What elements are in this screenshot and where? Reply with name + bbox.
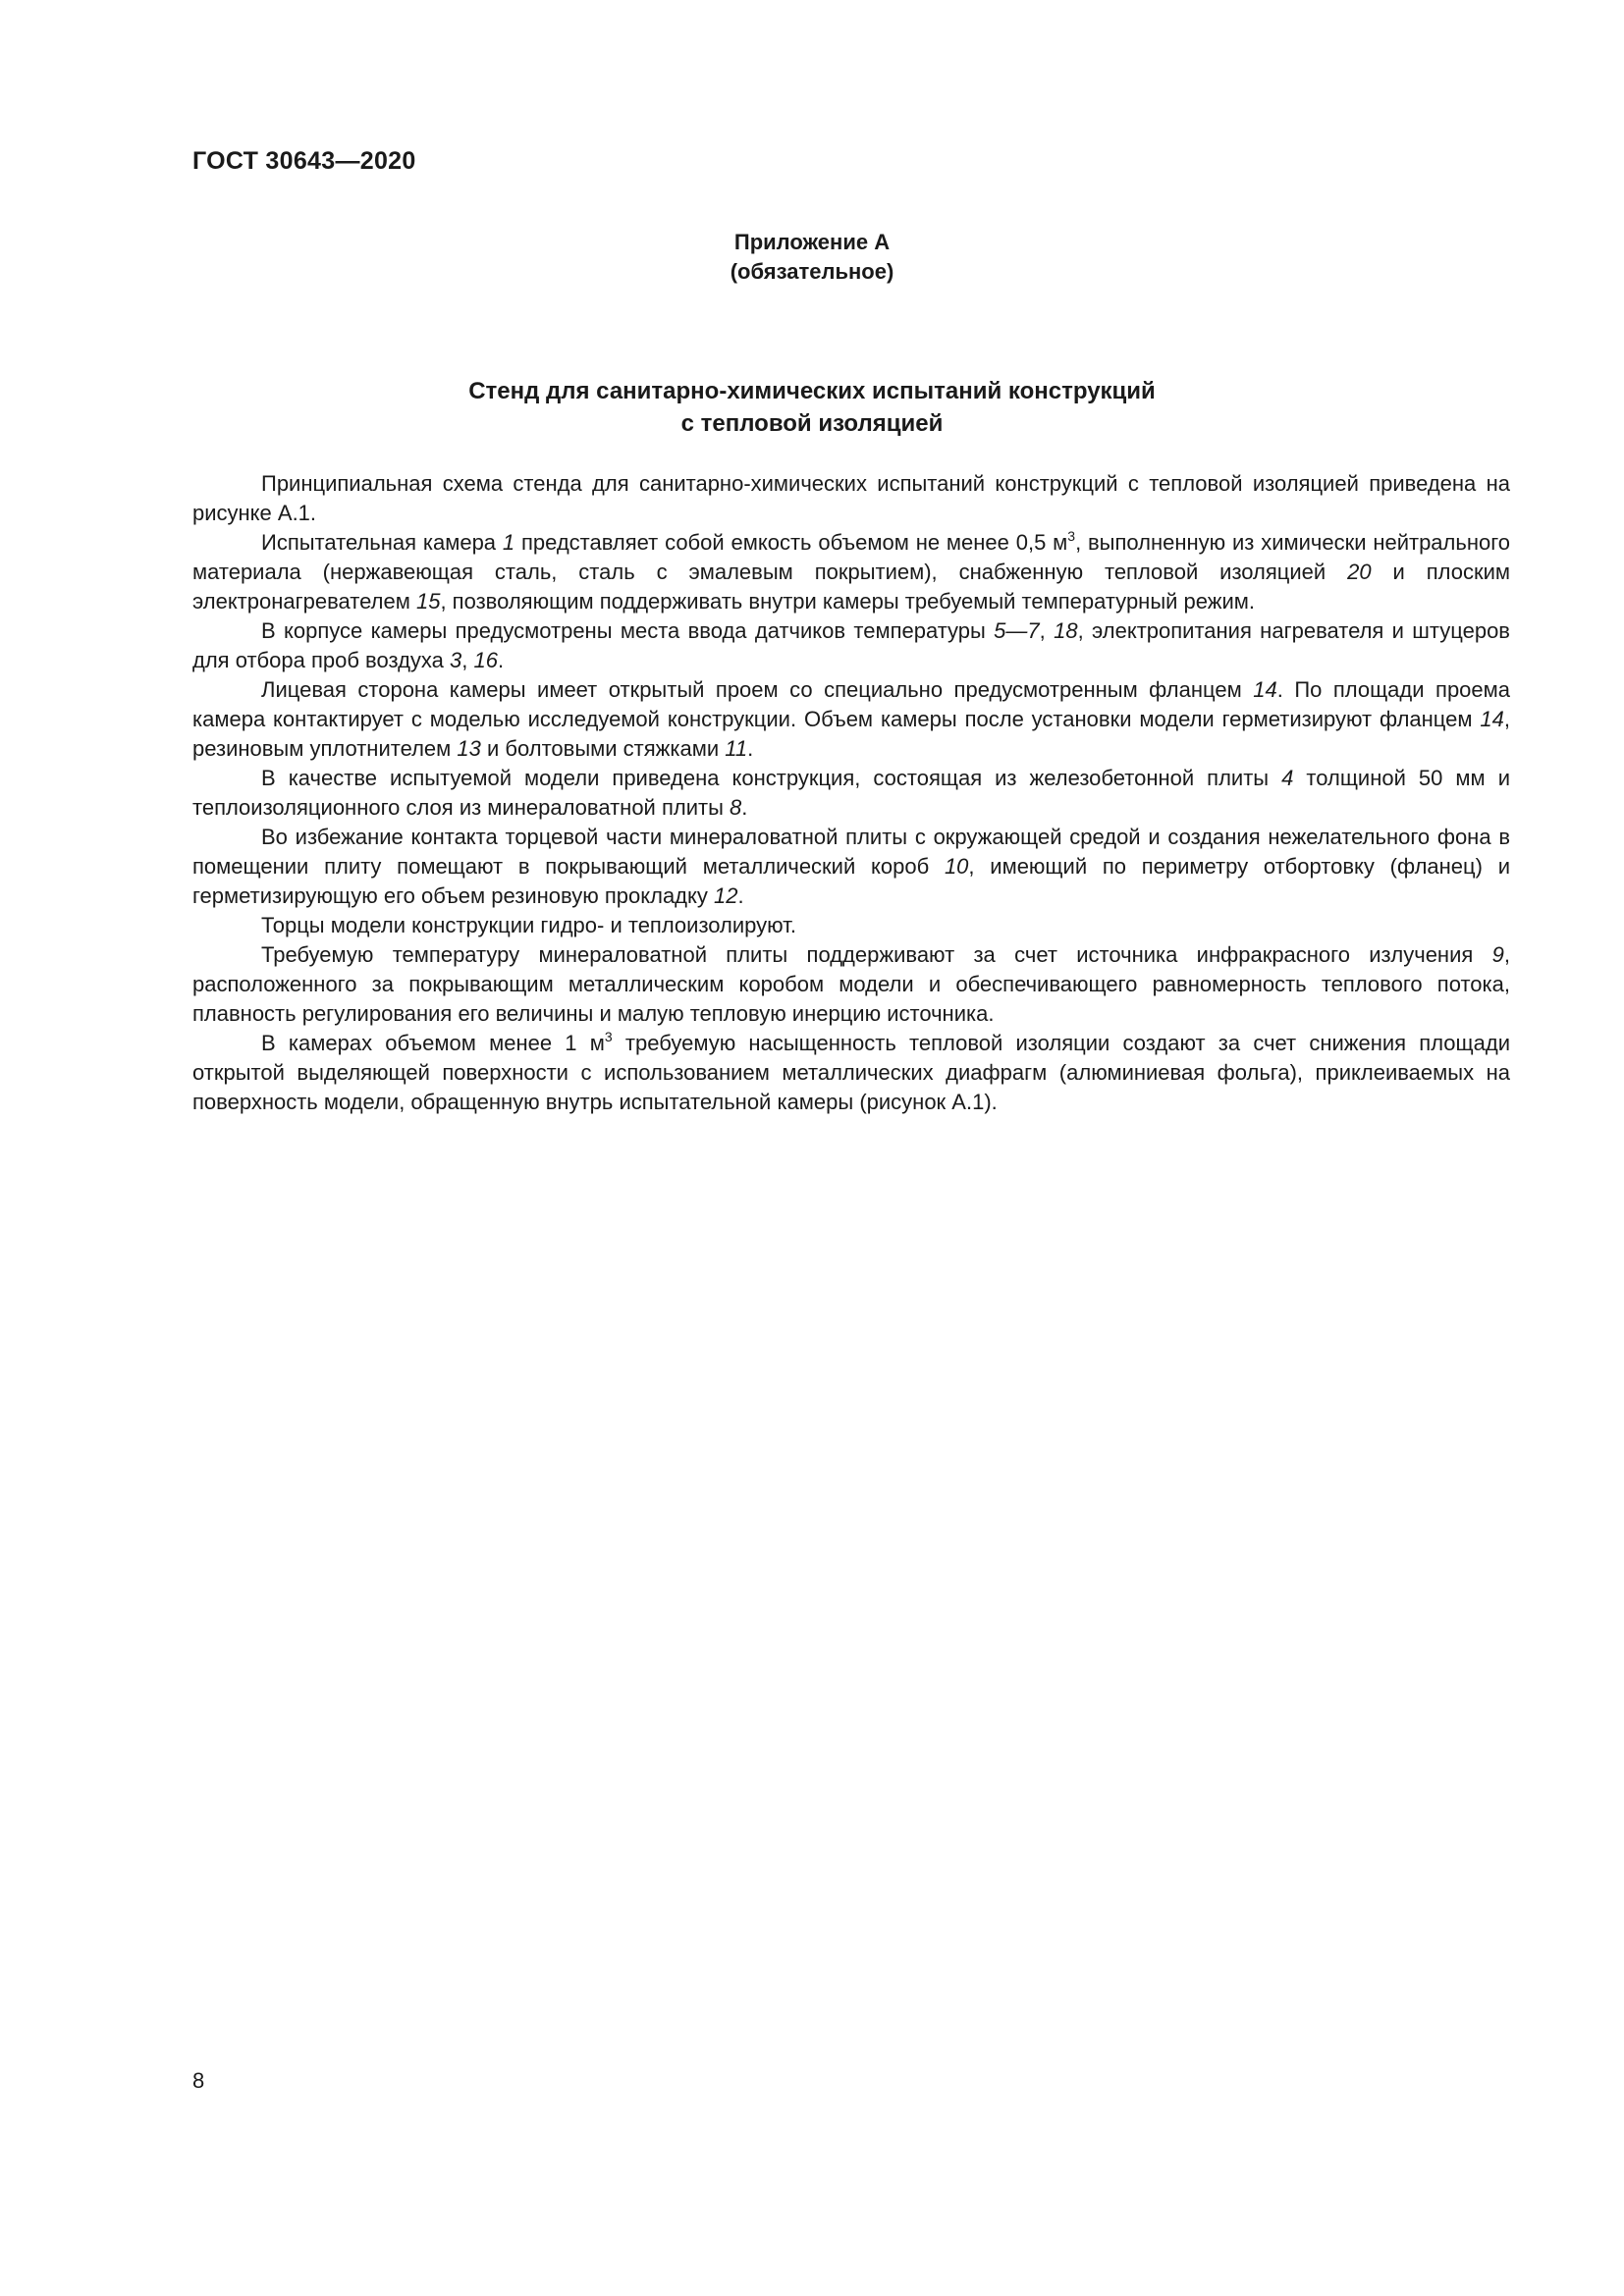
paragraph-text: В корпусе камеры предусмотрены места ввода датчиков температуры (261, 618, 995, 643)
figure-reference: 13 (457, 736, 481, 761)
paragraph-text: . (741, 795, 748, 820)
figure-reference: 14 (1253, 677, 1277, 702)
paragraph-text: и плоским электронагревателем (192, 560, 1510, 614)
figure-reference: 9 (1491, 942, 1504, 967)
paragraph-text: Требуемую температуру минераловатной плиты поддерживают за счет источника инфракрасного излучения (261, 942, 1492, 967)
paragraph-5 (192, 764, 1510, 823)
body-text (192, 469, 1510, 1117)
appendix-heading (0, 228, 1624, 287)
figure-reference: 8 (730, 795, 742, 820)
paragraph-text: , (461, 648, 474, 672)
paragraph-text: , резиновым уплотнителем (192, 707, 1510, 761)
figure-reference: 5—7 (994, 618, 1040, 643)
appendix-title: Приложение А (733, 230, 891, 254)
paragraph-text: толщиной 50 мм и теплоизоляционного слоя из минераловатной плиты (192, 766, 1510, 820)
paragraph-text: . По площади проема камера контактирует с моделью исследуемой конструкции. Объем камеры после установки модели герметизируют фланцем (192, 677, 1511, 731)
paragraph-1 (192, 469, 1510, 528)
figure-reference: 3 (450, 648, 462, 672)
section-title-line-2: с тепловой изоляцией (680, 410, 944, 437)
paragraph-7 (192, 911, 1510, 940)
document-standard-number: ГОСТ 30643—2020 (192, 147, 416, 175)
paragraph-text: Принципиальная схема стенда для санитарно-химических испытаний конструкций с тепловой изоляцией приведена на рисунке А.1. (192, 471, 1510, 525)
figure-reference: 16 (473, 648, 498, 672)
paragraph-text: , позволяющим поддерживать внутри камеры требуемый температурный режим. (440, 589, 1256, 614)
paragraph-text: В камерах объемом менее 1 м (261, 1031, 605, 1055)
paragraph-text: . (737, 883, 744, 908)
paragraph-8 (192, 940, 1510, 1029)
paragraph-text: В качестве испытуемой модели приведена конструкция, состоящая из железобетонной плиты (261, 766, 1282, 790)
figure-reference: 1 (502, 530, 515, 555)
figure-reference: 4 (1281, 766, 1294, 790)
superscript: 3 (604, 1029, 613, 1044)
paragraph-text: , (1039, 618, 1055, 643)
paragraph-text: , расположенного за покрывающим металлическим коробом модели и обеспечивающего равномерность теплового потока, плавность регулирования его величины и малую тепловую инерцию источника. (192, 942, 1510, 1026)
figure-reference: 20 (1347, 560, 1372, 584)
section-title (0, 375, 1624, 440)
appendix-status: (обязательное) (730, 259, 894, 284)
paragraph-text: требуемую насыщенность тепловой изоляции создают за счет снижения площади открытой выделяющей поверхности с использованием металлических диафрагм (алюминиевая фольга), приклеиваемых на поверхность модели, обращенную внутрь испытательной камеры (рисунок А.1). (192, 1031, 1511, 1114)
paragraph-text: представляет собой емкость объемом не менее 0,5 м (514, 530, 1068, 555)
paragraph-text: , электропитания нагревателя и штуцеров для отбора проб воздуха (192, 618, 1510, 672)
paragraph-text: . (747, 736, 754, 761)
paragraph-text: , имеющий по периметру отбортовку (фланец) и герметизирующую его объем резиновую прокладку (192, 854, 1510, 908)
superscript: 3 (1067, 528, 1076, 544)
paragraph-6 (192, 823, 1510, 911)
figure-reference: 11 (725, 736, 748, 761)
paragraph-text: , выполненную из химически нейтрального материала (нержавеющая сталь, сталь с эмалевым покрытием), снабженную тепловой изоляцией (192, 530, 1511, 584)
figure-reference: 15 (415, 589, 441, 614)
paragraph-4 (192, 675, 1510, 764)
figure-reference: 18 (1054, 618, 1078, 643)
paragraph-text: и болтовыми стяжками (480, 736, 726, 761)
paragraph-text: . (497, 648, 505, 672)
figure-reference: 10 (944, 854, 969, 879)
paragraph-text: Лицевая сторона камеры имеет открытый проем со специально предусмотренным фланцем (261, 677, 1254, 702)
paragraph-text: Во избежание контакта торцевой части минераловатной плиты с окружающей средой и создания нежелательного фона в помещении плиту помещают в покрывающий металлический короб (192, 825, 1510, 879)
paragraph-2 (192, 528, 1510, 616)
paragraph-text: Торцы модели конструкции гидро- и теплоизолируют. (261, 913, 796, 937)
figure-reference: 14 (1480, 707, 1504, 731)
page-number: 8 (192, 2068, 205, 2093)
figure-reference: 12 (714, 883, 738, 908)
section-title-line-1: Стенд для санитарно-химических испытаний конструкций (468, 378, 1156, 404)
paragraph-9 (192, 1029, 1510, 1117)
paragraph-3 (192, 616, 1510, 675)
paragraph-text: Испытательная камера (261, 530, 503, 555)
